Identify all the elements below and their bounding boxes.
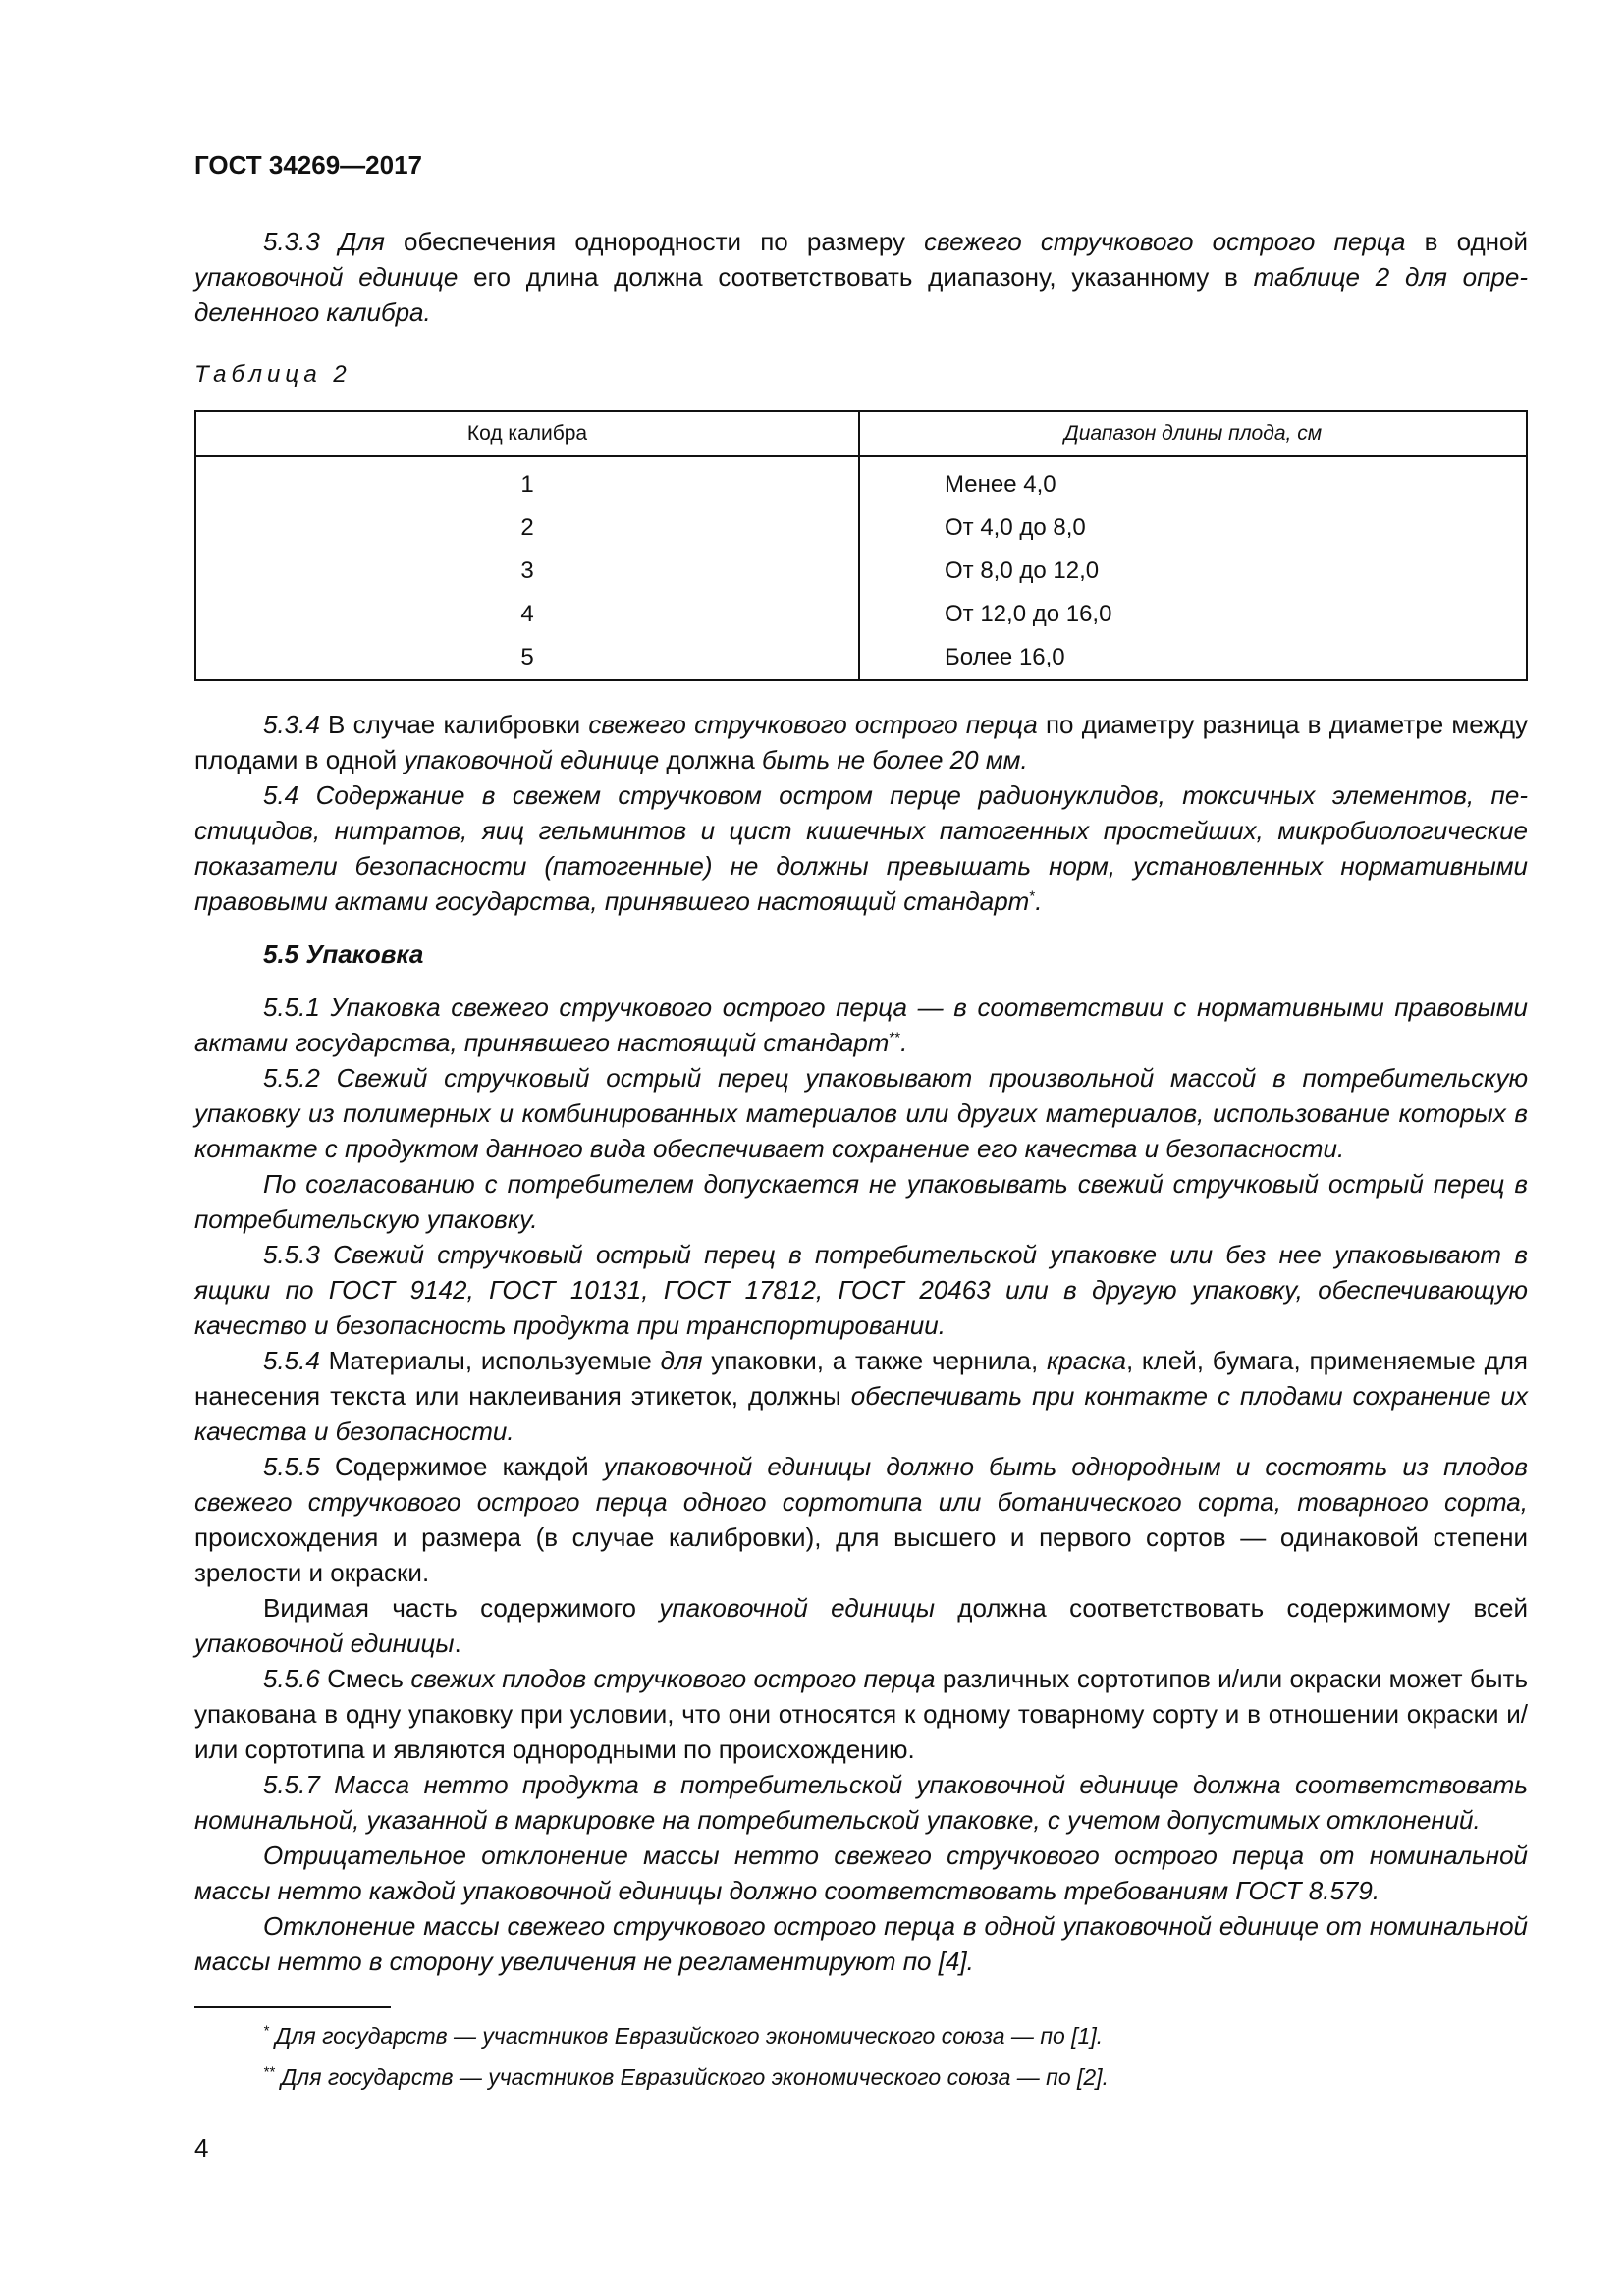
paragraph-5-5-5: 5.5.5 Содержимое каждой упаковочной единицы должно быть однородным и состоять из плодов свежего стручкового острого перца одного сортотипа или ботанического сорта, товарного сорта, происхождения и размера (в случае калибровки), для высшего и первого сортов — одинаковой степени зрелости и окраски. xyxy=(194,1452,1528,1587)
paragraph-5-5-7: 5.5.7 Масса нетто продукта в потребительской упаковочной единице должна соответствовать номинальной, указанной в маркировке на потребительской упаковке, с учетом допустимых отклонений. xyxy=(194,1770,1528,1835)
section-title-5-5: 5.5 Упаковка xyxy=(263,939,424,969)
paragraph-5-3-4: 5.3.4 В случае калибровки свежего стручкового острого перца по диаметру разница в диаметре между плодами в одной упаковочной единице должна быть не более 20 мм. xyxy=(194,710,1528,774)
footnote-1: * Для государств — участников Евразийского экономического союза — по [1]. xyxy=(263,2022,1104,2049)
table-header-length-range: Диапазон длины плода, см xyxy=(859,411,1527,456)
paragraph-5-5-7-positive: Отклонение массы свежего стручкового острого перца в одной упаковочной единице от номинальной массы нетто в сторону увеличения не регламентируют по [4]. xyxy=(194,1911,1528,1976)
paragraph-5-5-3: 5.5.3 Свежий стручковый острый перец в потребительской упаковке или без нее упаковывают в ящики по ГОСТ 9142, ГОСТ 10131, ГОСТ 17812, ГОСТ 20463 или в другую упаковку, обеспечивающую качество и безопасность продукта при транспортировании. xyxy=(194,1240,1528,1340)
paragraph-5-5-1: 5.5.1 Упаковка свежего стручкового острого перца — в соответствии с нормативными правовыми актами государства, принявшего настоящий стандарт**. xyxy=(194,992,1528,1057)
footnote-2: ** Для государств — участников Евразийского экономического союза — по [2]. xyxy=(263,2063,1109,2090)
table-row: 2 От 4,0 до 8,0 xyxy=(195,507,1527,550)
table-row: 1 Менее 4,0 xyxy=(195,456,1527,507)
table-header-caliber-code: Код калибра xyxy=(195,411,859,456)
body-text xyxy=(194,707,1528,1979)
table-row: 4 От 12,0 до 16,0 xyxy=(195,593,1527,636)
paragraph-5-5-2: 5.5.2 Свежий стручковый острый перец упаковывают произвольной массой в потребительскую упаковку из полимерных и комбинированных материалов или других материалов, использование которых в контакте с продуктом данного вида обеспечивает сохранение его качества и безопасности. xyxy=(194,1063,1528,1163)
paragraph-5-5-4: 5.5.4 Материалы, используемые для упаковки, а также чернила, краска, клей, бумага, применяемые для нанесения текста или наклеивания этикеток, должны обеспечивать при контакте с плодами сохранение их качества и безопасности. xyxy=(194,1346,1528,1446)
paragraph-5-3-3: 5.3.3 Для обеспечения однородности по размеру свежего стручкового острого перца в одной упаковочной единице его длина должна соответствовать диапазону, указанному в таблице 2 для определенного калибра. xyxy=(194,227,1529,327)
paragraph-5-5-7-negative: Отрицательное отклонение массы нетто свежего стручкового острого перца от номинальной массы нетто каждой упаковочной единицы должно соответствовать требованиям ГОСТ 8.579. xyxy=(194,1841,1528,1905)
table-row: 3 От 8,0 до 12,0 xyxy=(195,550,1527,593)
table-row: 5 Более 16,0 xyxy=(195,636,1527,680)
paragraph-5-5-2-note: По согласованию с потребителем допускается не упаковывать свежий стручковый острый перец в потребительскую упаковку. xyxy=(194,1169,1528,1234)
paragraph-5-5-6: 5.5.6 Смесь свежих плодов стручкового острого перца различных сортотипов и/или окраски может быть упакована в одну упаковку при условии, что они относятся к одному товарному сорту и в отношении окраски и/или сортотипа и являются однородными по происхождению. xyxy=(194,1664,1528,1764)
page-number: 4 xyxy=(194,2133,209,2163)
footnote-divider xyxy=(194,2006,391,2008)
paragraph-5-5-5-visible: Видимая часть содержимого упаковочной единицы должна соответствовать содержимому всей упаковочной единицы. xyxy=(194,1593,1528,1658)
caliber-table xyxy=(194,410,1528,681)
standard-header: ГОСТ 34269—2017 xyxy=(194,150,422,180)
table-caption: Таблица 2 xyxy=(194,361,352,388)
paragraph-5-4: 5.4 Содержание в свежем стручковом остром перце радионуклидов, токсичных элементов, пестицидов, нитратов, яиц гельминтов и цист кишечных патогенных простейших, микробиологические показатели безопасности (патогенные) не должны превышать норм, установленных нормативными правовыми актами государства, принявшего настоящий стандарт*. xyxy=(194,780,1528,916)
